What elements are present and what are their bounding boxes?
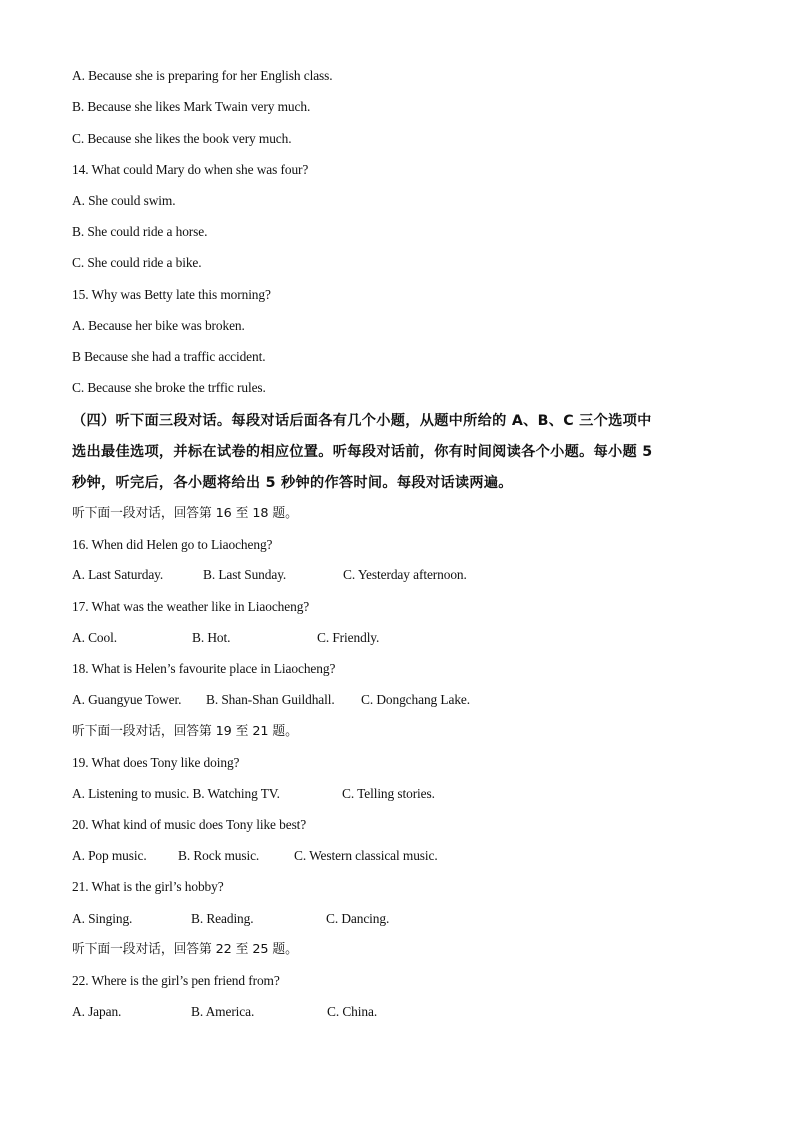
q15-option-c: C. Because she broke the trffic rules. (72, 380, 266, 395)
q16-option-b: B. Last Sunday. (203, 567, 287, 582)
q15-option-b: B Because she had a traffic accident. (72, 349, 266, 364)
section-4-line-1: （四）听下面三段对话。每段对话后面各有几个小题，从题中所给的 A、B、C 三个选项中 (72, 413, 652, 429)
section-4-line-3: 秒钟，听完后，各小题将给出 5 秒钟的作答时间。每段对话读两遍。 (72, 475, 513, 491)
dialog-3-intro: 听下面一段对话，回答第 22 至 25 题。 (72, 942, 298, 957)
question-14: 14. What could Mary do when she was four? (72, 162, 309, 177)
q20-option-a: A. Pop music. (72, 848, 147, 863)
section-4-line-2: 选出最佳选项，并标在试卷的相应位置。听每段对话前，你有时间阅读各个小题。每小题 5 (72, 444, 653, 460)
q22-option-c: C. China. (327, 1004, 378, 1019)
q17-option-b: B. Hot. (192, 630, 231, 645)
q21-option-b: B. Reading. (191, 911, 254, 926)
q16-option-a: A. Last Saturday. (72, 567, 164, 582)
q17-options (72, 630, 726, 646)
q13-option-c: C. Because she likes the book very much. (72, 131, 292, 146)
question-15: 15. Why was Betty late this morning? (72, 287, 271, 302)
q21-option-c: C. Dancing. (326, 911, 390, 926)
q17-option-a: A. Cool. (72, 630, 117, 645)
q21-options (72, 911, 726, 927)
q21-option-a: A. Singing. (72, 911, 133, 926)
q18-options (72, 692, 726, 708)
q18-option-b: B. Shan-Shan Guildhall. (206, 692, 335, 707)
q22-option-a: A. Japan. (72, 1004, 122, 1019)
q22-options (72, 1004, 726, 1020)
section-4-instructions (72, 406, 726, 499)
q15-option-a: A. Because her bike was broken. (72, 318, 245, 333)
dialog-1-intro: 听下面一段对话，回答第 16 至 18 题。 (72, 506, 298, 521)
q16-option-c: C. Yesterday afternoon. (343, 567, 467, 582)
question-22: 22. Where is the girl’s pen friend from? (72, 973, 280, 988)
q13-option-a: A. Because she is preparing for her English class. (72, 68, 333, 83)
q18-option-c: C. Dongchang Lake. (361, 692, 471, 707)
question-19: 19. What does Tony like doing? (72, 755, 240, 770)
q20-option-b: B. Rock music. (178, 848, 260, 863)
q16-options (72, 567, 726, 583)
q18-option-a: A. Guangyue Tower. (72, 692, 182, 707)
q19-option-c: C. Telling stories. (342, 786, 435, 801)
q14-option-a: A. She could swim. (72, 193, 176, 208)
q22-option-b: B. America. (191, 1004, 255, 1019)
q17-option-c: C. Friendly. (317, 630, 380, 645)
q14-option-c: C. She could ride a bike. (72, 255, 202, 270)
question-21: 21. What is the girl’s hobby? (72, 879, 224, 894)
dialog-2-intro: 听下面一段对话，回答第 19 至 21 题。 (72, 724, 298, 739)
question-18: 18. What is Helen’s favourite place in Liaocheng? (72, 661, 336, 676)
q20-option-c: C. Western classical music. (294, 848, 438, 863)
question-20: 20. What kind of music does Tony like best? (72, 817, 307, 832)
q20-options (72, 848, 726, 864)
question-17: 17. What was the weather like in Liaocheng? (72, 599, 310, 614)
q13-option-b: B. Because she likes Mark Twain very much. (72, 99, 311, 114)
q19-options (72, 786, 726, 802)
q19-option-a-b: A. Listening to music. B. Watching TV. (72, 786, 280, 801)
q14-option-b: B. She could ride a horse. (72, 224, 208, 239)
question-16: 16. When did Helen go to Liaocheng? (72, 537, 273, 552)
